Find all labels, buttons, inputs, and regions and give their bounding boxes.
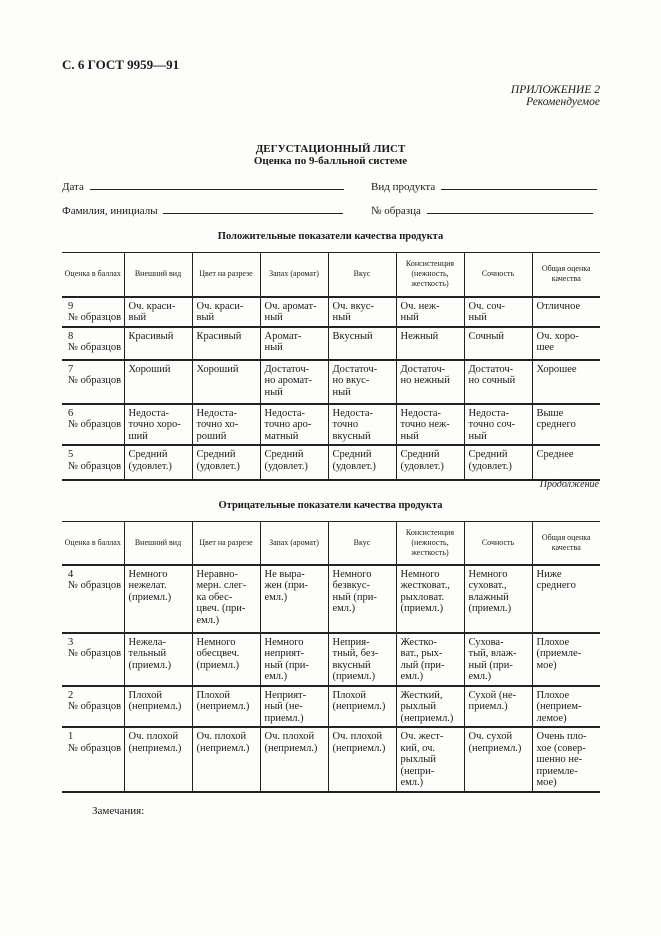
table-cell: Нежела- тельный (приемл.) xyxy=(124,633,192,686)
score-cell: 6 № образцов xyxy=(62,404,124,446)
document-title-block xyxy=(0,143,661,167)
column-header: Оценка в баллах xyxy=(62,522,124,565)
table-cell: Недоста- точно вкусный xyxy=(328,404,396,446)
table-cell: Неравно- мерн. слег- ка обес- цвеч. (при- емл.) xyxy=(192,565,260,633)
date-field xyxy=(62,180,344,193)
column-header: Общая оценка качества xyxy=(532,253,600,297)
table-cell: Немного обесцвеч. (приемл.) xyxy=(192,633,260,686)
table-cell: Ниже среднего xyxy=(532,565,600,633)
table-row xyxy=(62,404,600,446)
table-cell: Жестко- ват., рых- лый (при- емл.) xyxy=(396,633,464,686)
score-cell: 3 № образцов xyxy=(62,633,124,686)
table-cell: Оч. плохой (неприемл.) xyxy=(260,727,328,792)
score-cell: 8 № образцов xyxy=(62,327,124,360)
table-cell: Недоста- точно хо- роший xyxy=(192,404,260,446)
table-row xyxy=(62,327,600,360)
table-cell: Недоста- точно неж- ный xyxy=(396,404,464,446)
table-cell: Недоста- точно хоро- ший xyxy=(124,404,192,446)
table-cell: Достаточ- но вкус- ный xyxy=(328,360,396,404)
table-cell: Отличное xyxy=(532,297,600,327)
table-cell: Плохое (приемле- мое) xyxy=(532,633,600,686)
table-cell: Плохой (неприемл.) xyxy=(328,686,396,728)
table-cell: Нежный xyxy=(396,327,464,360)
score-cell: 5 № образцов xyxy=(62,445,124,480)
table-cell: Оч. соч- ный xyxy=(464,297,532,327)
table-cell: Оч. неж- ный xyxy=(396,297,464,327)
score-cell: 4 № образцов xyxy=(62,565,124,633)
column-header: Цвет на разрезе xyxy=(192,253,260,297)
name-field xyxy=(62,204,343,217)
column-header: Внешний вид xyxy=(124,253,192,297)
sample-label: № образца xyxy=(371,205,421,217)
table-cell: Плохое (неприем- лемое) xyxy=(532,686,600,728)
table-row xyxy=(62,445,600,480)
table-cell: Немного неприят- ный (при- емл.) xyxy=(260,633,328,686)
table-cell: Недоста- точно соч- ный xyxy=(464,404,532,446)
table-cell: Плохой (неприемл.) xyxy=(124,686,192,728)
product-label: Вид продукта xyxy=(371,181,436,193)
column-header: Внешний вид xyxy=(124,522,192,565)
table-row xyxy=(62,297,600,327)
table-cell: Немного жестковат., рыхловат. (приемл.) xyxy=(396,565,464,633)
column-header: Запах (аромат) xyxy=(260,522,328,565)
score-cell: 7 № образцов xyxy=(62,360,124,404)
sample-field xyxy=(371,204,593,217)
column-header: Консистенция (нежность, жесткость) xyxy=(396,253,464,297)
table-cell: Немного суховат., влажный (приемл.) xyxy=(464,565,532,633)
appendix-subtitle: Рекомендуемое xyxy=(526,96,600,108)
page-header: С. 6 ГОСТ 9959—91 xyxy=(62,57,180,72)
negative-table-title: Отрицательные показатели качества продукта xyxy=(218,500,443,511)
table-cell: Оч. хоро- шее xyxy=(532,327,600,360)
appendix-title: ПРИЛОЖЕНИЕ 2 xyxy=(510,84,600,96)
table-cell: Хороший xyxy=(192,360,260,404)
table-cell: Сухова- тый, влаж- ный (при- емл.) xyxy=(464,633,532,686)
positive-table-title: Положительные показатели качества продукта xyxy=(217,231,444,242)
column-header: Общая оценка качества xyxy=(532,522,600,565)
table-row xyxy=(62,686,600,728)
table-cell: Хорошее xyxy=(532,360,600,404)
document-title: ДЕГУСТАЦИОННЫЙ ЛИСТ xyxy=(255,143,406,155)
table-row xyxy=(62,727,600,792)
date-label: Дата xyxy=(62,181,84,193)
table-cell: Средний (удовлет.) xyxy=(396,445,464,480)
table-cell: Средний (удовлет.) xyxy=(260,445,328,480)
column-header: Запах (аромат) xyxy=(260,253,328,297)
table-cell: Достаточ- но сочный xyxy=(464,360,532,404)
table-cell: Оч. вкус- ный xyxy=(328,297,396,327)
table-cell: Не выра- жен (при- емл.) xyxy=(260,565,328,633)
table-cell: Вкусный xyxy=(328,327,396,360)
table-cell: Оч. аромат- ный xyxy=(260,297,328,327)
product-input-line[interactable] xyxy=(441,180,597,190)
table-cell: Немного нежелат. (приемл.) xyxy=(124,565,192,633)
column-header: Вкус xyxy=(328,253,396,297)
table-cell: Достаточ- но аромат- ный xyxy=(260,360,328,404)
table-cell: Немного безвкус- ный (при- емл.) xyxy=(328,565,396,633)
table-cell: Средний (удовлет.) xyxy=(124,445,192,480)
column-header: Цвет на разрезе xyxy=(192,522,260,565)
table-cell: Сухой (не- приемл.) xyxy=(464,686,532,728)
table-cell: Среднее xyxy=(532,445,600,480)
table-cell: Недоста- точно аро- матный xyxy=(260,404,328,446)
table-cell: Очень пло- хое (совер- шенно не- приемле- мое) xyxy=(532,727,600,792)
table-cell: Сочный xyxy=(464,327,532,360)
score-cell: 1 № образцов xyxy=(62,727,124,792)
document-subtitle: Оценка по 9-балльной системе xyxy=(253,155,408,167)
table-cell: Красивый xyxy=(192,327,260,360)
sample-input-line[interactable] xyxy=(427,204,593,214)
column-header: Сочность xyxy=(464,253,532,297)
table-row xyxy=(62,565,600,633)
table-row xyxy=(62,360,600,404)
table-cell: Оч. плохой (неприемл.) xyxy=(192,727,260,792)
table-cell: Плохой (неприемл.) xyxy=(192,686,260,728)
table-cell: Средний (удовлет.) xyxy=(328,445,396,480)
table-cell: Оч. краси- вый xyxy=(192,297,260,327)
remarks-label: Замечания: xyxy=(92,805,145,817)
date-input-line[interactable] xyxy=(90,180,344,190)
table-cell: Аромат- ный xyxy=(260,327,328,360)
column-header: Вкус xyxy=(328,522,396,565)
column-header: Консистенция (нежность, жесткость) xyxy=(396,522,464,565)
score-cell: 9 № образцов xyxy=(62,297,124,327)
table-cell: Неприят- ный (не- приемл.) xyxy=(260,686,328,728)
continued-label: Продолжение xyxy=(539,479,599,490)
appendix-label xyxy=(511,84,600,108)
name-label: Фамилия, инициалы xyxy=(62,205,158,217)
table-cell: Выше среднего xyxy=(532,404,600,446)
table-cell: Достаточ- но нежный xyxy=(396,360,464,404)
negative-quality-table xyxy=(62,521,600,793)
table-row xyxy=(62,633,600,686)
column-header: Оценка в баллах xyxy=(62,253,124,297)
table-cell: Хороший xyxy=(124,360,192,404)
table-cell: Оч. плохой (неприемл.) xyxy=(124,727,192,792)
table-cell: Красивый xyxy=(124,327,192,360)
table-cell: Средний (удовлет.) xyxy=(464,445,532,480)
positive-quality-table xyxy=(62,252,600,481)
name-input-line[interactable] xyxy=(163,204,343,214)
table-cell: Неприя- тный, без- вкусный (приемл.) xyxy=(328,633,396,686)
table-cell: Средний (удовлет.) xyxy=(192,445,260,480)
column-header: Сочность xyxy=(464,522,532,565)
table-cell: Оч. сухой (неприемл.) xyxy=(464,727,532,792)
table-cell: Оч. краси- вый xyxy=(124,297,192,327)
table-cell: Жесткий, рыхлый (неприемл.) xyxy=(396,686,464,728)
score-cell: 2 № образцов xyxy=(62,686,124,728)
table-cell: Оч. плохой (неприемл.) xyxy=(328,727,396,792)
product-field xyxy=(371,180,597,193)
table-cell: Оч. жест- кий, оч. рыхлый (непри- емл.) xyxy=(396,727,464,792)
